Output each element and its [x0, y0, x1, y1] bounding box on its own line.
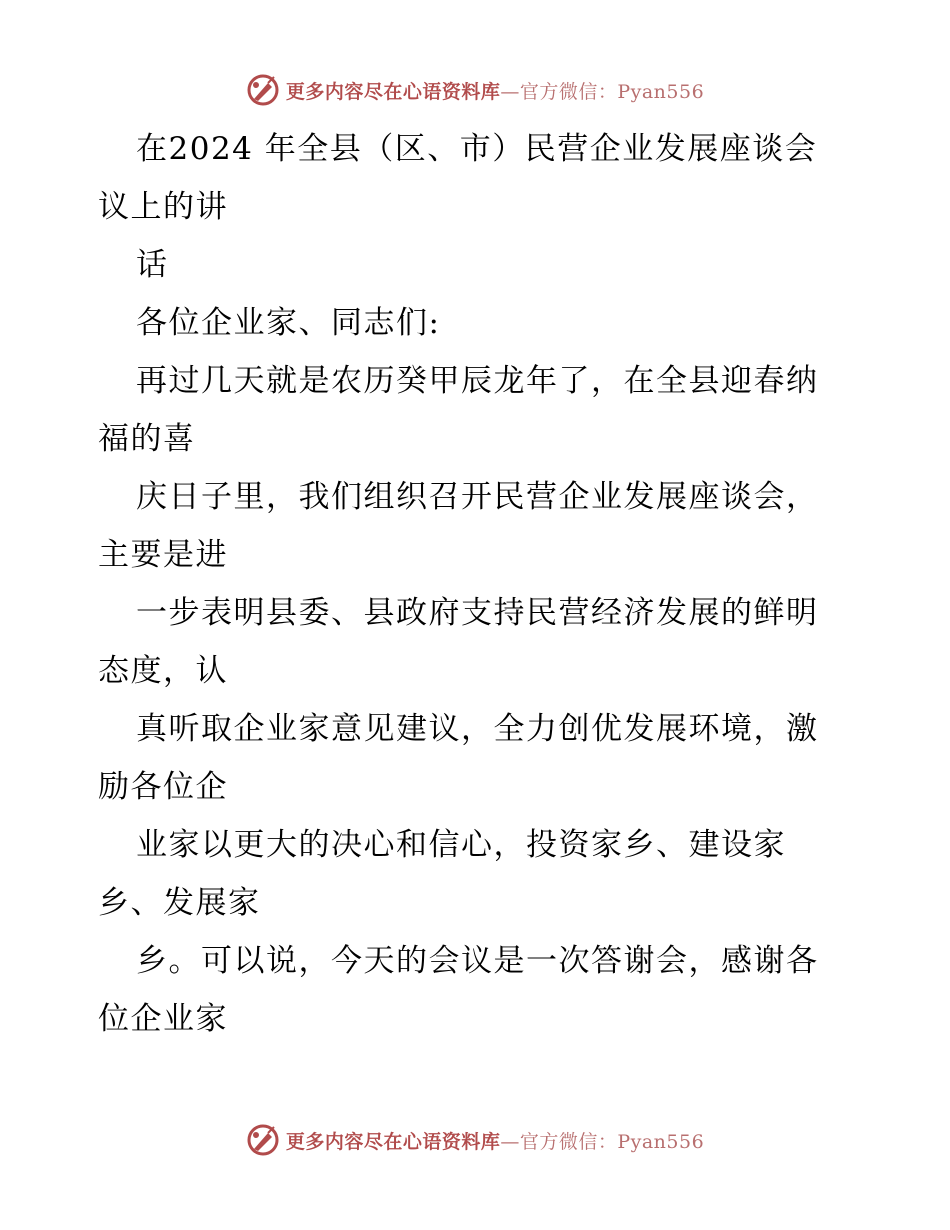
- paragraph-line: 再过几天就是农历癸甲辰龙年了，在全县迎春纳: [136, 363, 819, 399]
- paragraph-line: 乡。可以说，今天的会议是一次答谢会，感谢各: [136, 943, 819, 979]
- paragraph-line: 励各位企: [98, 769, 228, 805]
- document-body: [98, 120, 858, 1048]
- title-line-2: 议上的讲: [98, 189, 228, 225]
- watermark-brand: 更多内容尽在心语资料库: [285, 1130, 501, 1153]
- paragraph-line: 业家以更大的决心和信心，投资家乡、建设家: [136, 827, 786, 863]
- paragraph-line: 庆日子里，我们组织召开民营企业发展座谈会，: [136, 479, 819, 515]
- paragraph-line: 一步表明县委、县政府支持民营经济发展的鲜明: [136, 595, 819, 631]
- watermark-text: [286, 77, 704, 104]
- watermark-brand: 更多内容尽在心语资料库: [285, 80, 501, 103]
- title-line-3: 话: [136, 247, 169, 283]
- watermark-contact: 官方微信：Pyan556: [519, 80, 705, 103]
- watermark-dash: —: [500, 1130, 520, 1153]
- watermark-text: [286, 1127, 704, 1154]
- paragraph-line: 主要是进: [98, 537, 228, 573]
- paragraph-line: 位企业家: [98, 1001, 228, 1037]
- paragraph-line: 福的喜: [98, 421, 196, 457]
- paragraph-line: 态度，认: [98, 653, 228, 689]
- quill-pen-seal-icon: [246, 1123, 280, 1157]
- quill-pen-seal-icon: [246, 73, 280, 107]
- title-line-1: 在2024 年全县（区、市）民营企业发展座谈会: [136, 131, 818, 167]
- watermark-dash: —: [500, 80, 520, 103]
- salutation: 各位企业家、同志们:: [136, 305, 441, 341]
- header-watermark: [0, 70, 950, 110]
- watermark-contact: 官方微信：Pyan556: [519, 1130, 705, 1153]
- footer-watermark: [0, 1120, 950, 1160]
- paragraph-line: 真听取企业家意见建议，全力创优发展环境，激: [136, 711, 819, 747]
- paragraph-line: 乡、发展家: [98, 885, 261, 921]
